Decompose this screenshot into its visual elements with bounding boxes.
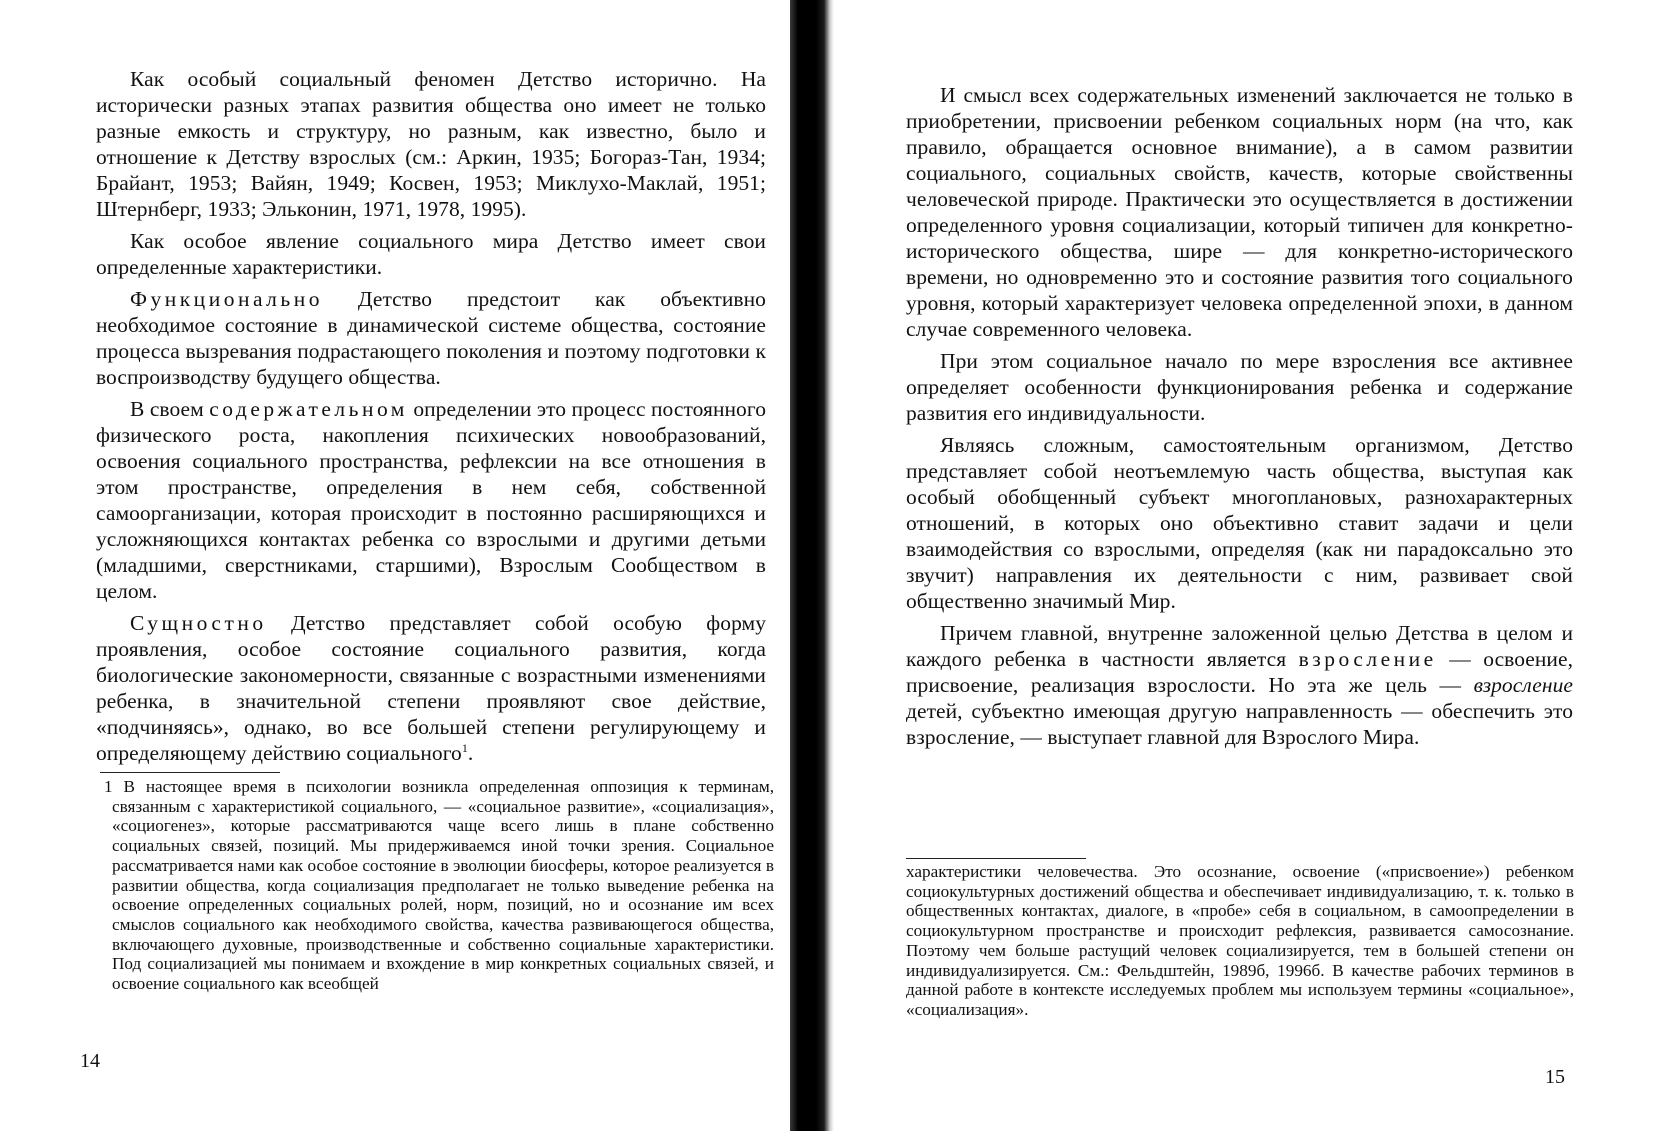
left-paragraph-4-text: определении это процесс постоянного физического роста, накопления психических новообразований, освоения социального пространства, рефлексии на все отношения в этом пространстве, определения в нем себя, собственной самоорганизации, которая происходит в постоянно расширяющихся и усложняющихся контактах ребенка со взрослыми и другими детьми (младшими, сверстниками, старшими), Взрослым Сообществом в целом. [96, 397, 766, 603]
right-paragraph-1: И смысл всех содержательных изменений заключается не только в приобретении, присвоении ребенком социальных норм (на что, как правило, обращается основное внимание), а в самом развитии социального, социальных свойств, качеств, которые свойственны человеческой природе. Практически это осуществляется в достижении определенного уровня социализации, который типичен для конкретно-исторического общества, шире — для конкретно-исторического времени, но одновременно это и состояние развития того социального уровня, который характеризует человека определенной эпохи, в данном случае современного человека. [906, 83, 1573, 341]
right-paragraph-4-lead: Причем главной, внутренне заложенной целью Детства в целом и каждого ребенка в частности является [906, 621, 1573, 671]
right-paragraph-4 [906, 620, 1573, 750]
spaced-term-content: содержательном [209, 397, 408, 421]
footnote-marker: 1 [461, 740, 468, 755]
left-footnote-rule [100, 772, 280, 773]
italic-term-growing-up: взросление [1473, 673, 1573, 697]
left-paragraph-2: Как особое явление социального мира Детство имеет свои определенные характеристики. [96, 229, 766, 279]
left-page-body [96, 66, 766, 772]
left-paragraph-1: Как особый социальный феномен Детство исторично. На исторически разных этапах развития общества оно имеет не только разные емкость и структуру, но разным, как известно, было и отношение к Детству взрослых (см.: Аркин, 1935; Богораз-Тан, 1934; Брайант, 1953; Вайян, 1949; Косвен, 1953; Миклухо-Маклай, 1951; Штернберг, 1933; Эльконин, 1971, 1978, 1995). [96, 67, 766, 221]
right-paragraph-2: При этом социальное начало по мере взросления все активнее определяет особенности функционирования ребенка и содержание развития его индивидуальности. [906, 349, 1573, 425]
spaced-term-functionally: Функционально [130, 287, 323, 311]
left-paragraph-4-lead: В своем [130, 397, 210, 421]
right-page-number: 15 [1545, 1066, 1565, 1088]
right-paragraph-4-text: детей, субъектно имеющая другую направленность — обеспечить это взросление, — выступает главной для Взрослого Мира. [906, 699, 1573, 749]
left-page-number: 14 [80, 1050, 100, 1072]
right-page-body [906, 82, 1573, 756]
right-paragraph-4-middle: — освоение, присвоение, реализация взрослости. Но эта же цель — [906, 647, 1573, 697]
left-paragraph-3 [96, 286, 766, 390]
spaced-term-growing-up: взросление [1298, 647, 1437, 671]
left-paragraph-5-end: . [467, 741, 474, 765]
book-gutter-shadow [790, 0, 834, 1131]
left-paragraph-3-text: Детство предстоит как объективно необходимое состояние в динамической системе общества, состояние процесса вызревания подрастающего поколения и поэтому подготовки к воспроизводству будущего общества. [96, 287, 766, 389]
spaced-term-essentially: Сущностно [130, 611, 267, 635]
left-footnote: 1 В настоящее время в психологии возникла определенная оппозиция к терминам, связанным с характеристикой социального, — «социальное развитие», «социализация», «социогенез», которые рассматриваются чаще всего лишь в плане собственно социальных связей, позиций. Мы придерживаемся иной точки зрения. Социальное рассматривается нами как особое состояние в эволюции биосферы, которое реализуется в развитии общества, когда социализация предполагает не только выведение ребенка на освоение определенных социальных ролей, норм, позиций, но и осознание им всех смыслов социального как необходимого свойства, качества развивающегося общества, включающего духовные, производственные и собственно социальные характеристики. Под социализацией мы понимаем и вхождение в мир конкретных социальных связей, и освоение социального как всеобщей [104, 777, 774, 994]
right-paragraph-3: Являясь сложным, самостоятельным организмом, Детство представляет собой неотъемлемую часть общества, выступая как особый обобщенный субъект многоплановых, разнохарактерных отношений, в которых оно объективно ставит задачи и цели взаимодействия со взрослыми, определяя (как ни парадоксально это звучит) направления их деятельности с ним, развивает свой общественно значимый Мир. [906, 433, 1573, 613]
left-paragraph-5-text: Детство представляет собой особую форму проявления, особое состояние социального развития, когда биологические закономерности, связанные с возрастными изменениями ребенка, в значительной степени проявляют свое действие, «подчиняясь», однако, во все большей степени регулирующему и определяющему действию социального [96, 611, 766, 765]
left-paragraph-4 [96, 396, 766, 604]
right-footnote: характеристики человечества. Это осознание, освоение («присвоение») ребенком социокультурных достижений общества и обеспечивает индивидуализацию, т. к. только в общественных контактах, диалоге, в «пробе» себя в социальном, в самоопределении в социокультурном пространстве и происходит рефлексия, развивается самосознание. Поэтому чем больше растущий человек социализируется, тем в большей степени он индивидуализируется. См.: Фельдштейн, 1989б, 1996б. В качестве рабочих терминов в данной работе в контексте исследуемых проблем мы используем термины «социальное», «социализация». [906, 862, 1574, 1019]
left-paragraph-5 [96, 610, 766, 766]
right-footnote-rule [906, 858, 1086, 859]
